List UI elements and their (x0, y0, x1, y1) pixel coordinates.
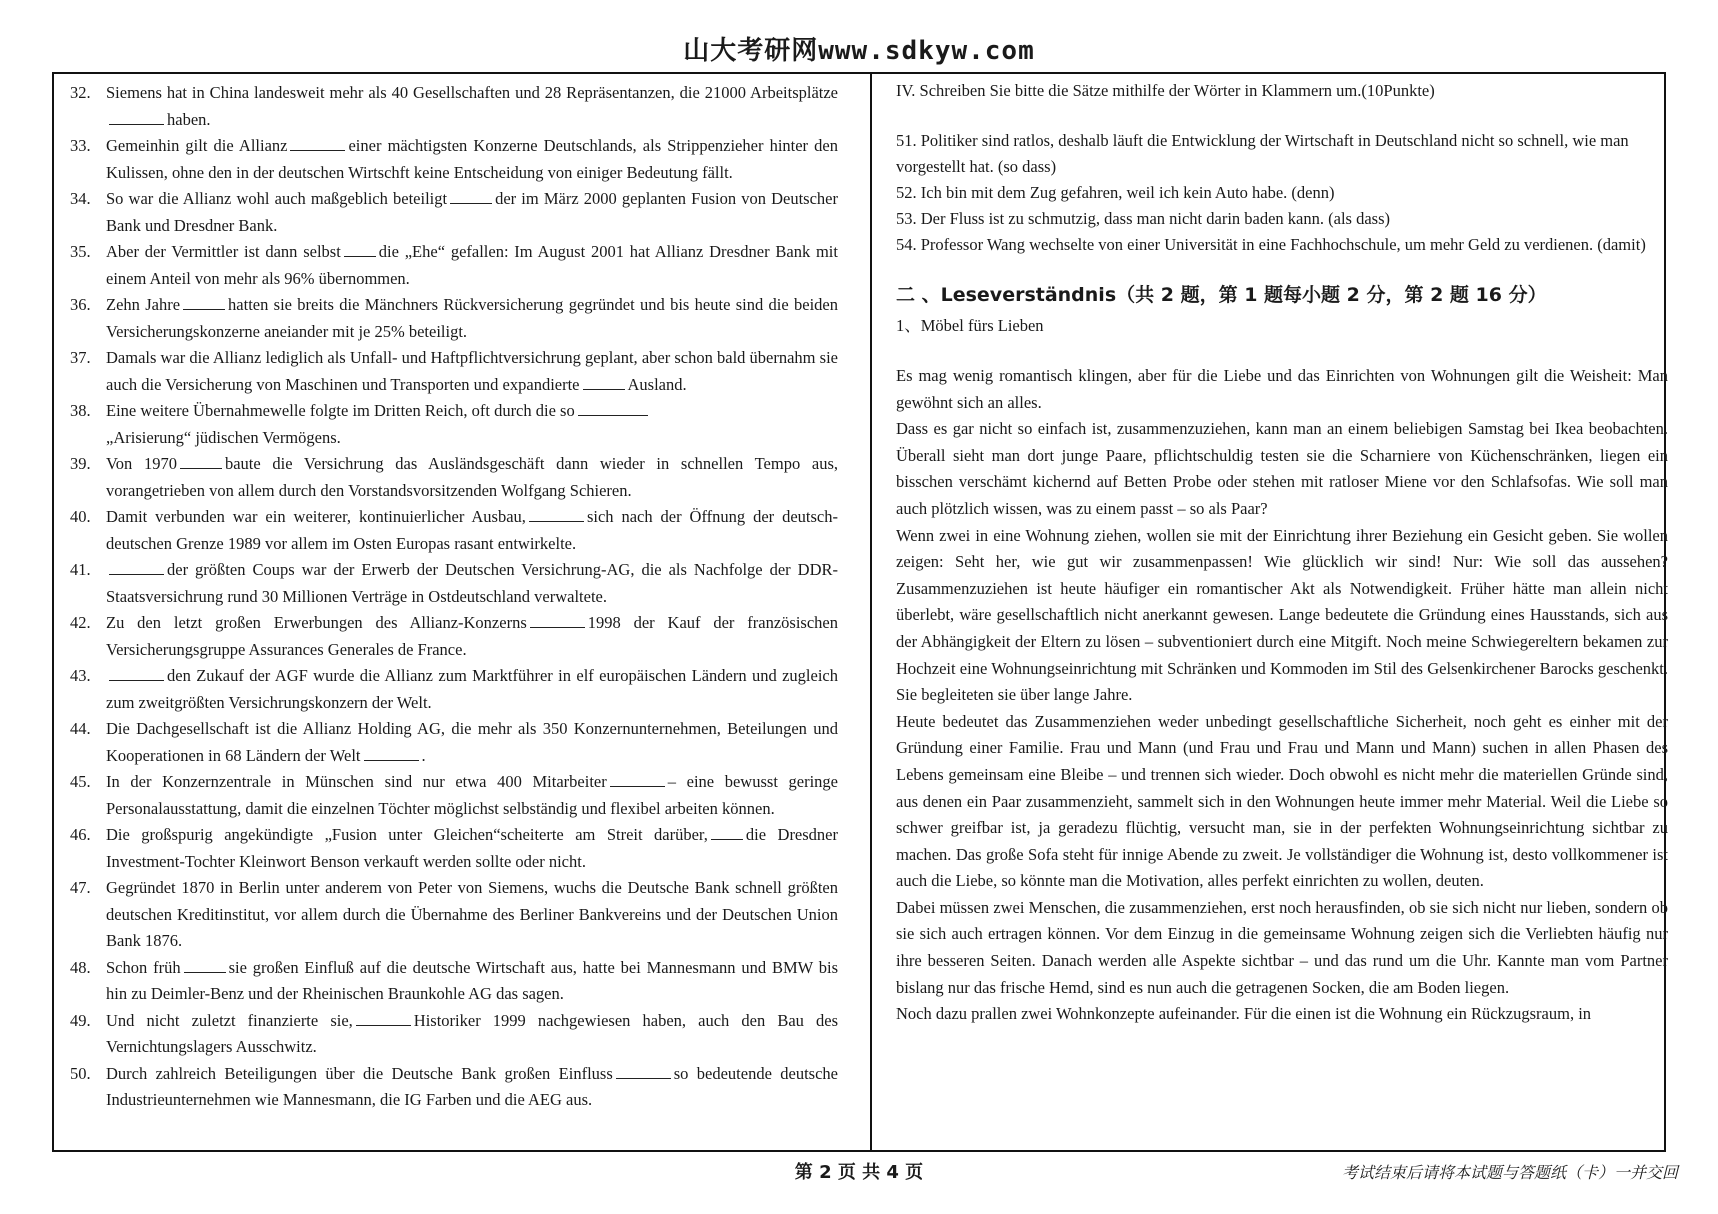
answer-blank (109, 558, 164, 575)
question-34: 34. So war die Allianz wohl auch maßgeblich beteiligt der im März 2000 geplanten Fusion von Deutscher Bank und Dresdner Bank. (70, 189, 838, 235)
question-41: 41. der größten Coups war der Erwerb der Deutschen Versichrung-AG, die als Nachfolge der DDR-Staatsversichrung rund 30 Millionen Verträge in Ostdeutschland verwaltete. (70, 560, 838, 606)
left-column (68, 80, 838, 1114)
question-46: 46. Die großspurig angekündigte „Fusion unter Gleichen“scheiterte am Streit darüber, die Dresdner Investment-Tochter Kleinwort Benson verkauft werden sollte oder nicht. (70, 825, 838, 871)
reading-paragraph: Dabei müssen zwei Menschen, die zusammenziehen, erst noch herausfinden, ob sie sich nicht nur lieben, sondern ob sie sich auch ertragen können. Vor dem Einzug in die gemeinsame Wohnung zeigen sich die Verliebten häufig nur ihre besseren Seiten. Danach werden alle Aspekte sichtbar – und das rund um die Uhr. Kannte man vom Partner bislang nur das frische Hemd, sind es nun auch die getragenen Socken, die am Boden liegen. (896, 897, 1668, 997)
reading-paragraph: Dass es gar nicht so einfach ist, zusammenzuziehen, kann man an einem beliebigen Samstag bei Ikea beobachten. Überall sieht man dort junge Paare, pflichtschuldig testen sie die Scharniere von Küchenschränken, liegen ein bisschen verschämt kichernd auf Betten Probe oder stehen mit ratloser Miene vor den Schlafsofas. Wie soll man auch plötzlich wissen, was zu einem passt – so als Paar? (896, 419, 1668, 518)
question-51: 51. Politiker sind ratlos, deshalb läuft die Entwicklung der Wirtschaft in Deutschland nicht so schnell, wie man vorgestellt hat. (so dass) (896, 131, 1629, 176)
answer-blank (711, 823, 743, 840)
question-32: 32. Siemens hat in China landesweit mehr als 40 Gesellschaften und 28 Repräsentanzen, die 21000 Arbeitsplätzehaben. (70, 83, 838, 129)
question-50: 50. Durch zahlreich Beteiligungen über die Deutsche Bank großen Einfluss so bedeutende deutsche Industrieunternehmen wie Mannesmann, die IG Farben und die AEG aus. (70, 1063, 838, 1109)
answer-blank (183, 293, 225, 310)
answer-blank (184, 956, 226, 973)
right-column (896, 78, 1668, 1028)
question-54: 54. Professor Wang wechselte von einer Universität in eine Fachhochschule, um mehr Geld zu verdienen. (damit) (896, 235, 1646, 254)
answer-blank (344, 240, 376, 257)
question-48: 48. Schon früh sie großen Einfluß auf die deutsche Wirtschaft aus, hatte bei Mannesmann und BMW bis hin zu Deimler-Benz und der Rheinischen Braunkohle AG das sagen. (70, 957, 838, 1003)
page-header: 山大考研网www.sdkyw.com (683, 36, 1035, 66)
section-heading: 二 、Leseverständnis（共 2 题，第 1 题每小题 2 分，第 2 题 16 分） (896, 284, 1547, 306)
reading-title: 1、Möbel fürs Lieben (896, 316, 1044, 335)
question-53: 53. Der Fluss ist zu schmutzig, dass man nicht darin baden kann. (als dass) (896, 209, 1390, 228)
answer-blank (364, 744, 419, 761)
question-40: 40. Damit verbunden war ein weiterer, kontinuierlicher Ausbau, sich nach der Öffnung der deutsch-deutschen Grenze 1989 vor allem im Osten Europas rasant entwirkelte. (70, 507, 838, 553)
answer-blank (610, 770, 665, 787)
answer-blank (290, 134, 345, 151)
answer-blank (583, 373, 625, 390)
question-37: 37. Damals war die Allianz lediglich als Unfall- und Haftpflichtversichrung geplant, aber schon bald übernahm sie auch die Versicherung von Maschinen und Transporten und expandierte Ausland. (70, 348, 838, 394)
question-45: 45. In der Konzernzentrale in Münschen sind nur etwa 400 Mitarbeiter – eine bewusst geringe Personalausstattung, damit die einzelnen Töchter möglichst selbständig und flexibel arbeiten können. (70, 772, 839, 818)
answer-blank (578, 399, 648, 416)
footer-note: 考试结束后请将本试题与答题纸（卡）一并交回 (1341, 1163, 1678, 1182)
part-iv-heading: IV. Schreiben Sie bitte die Sätze mithilfe der Wörter in Klammern um.(10Punkte) (896, 81, 1435, 100)
reading-paragraph: Heute bedeutet das Zusammenziehen weder unbedingt gesellschaftliche Sicherheit, noch geht es einher mit der Gründung einer Familie. Frau und Mann (und Frau und Frau und Mann und Mann) suchen in allen Phasen des Lebens gemeinsam eine Bleibe – und trennen sich wieder. Doch obwohl es nicht mehr die materiellen Gründe sind, aus denen ein Paar zusammenzieht, sammelt sich in den Wohnungen heute immer mehr Material. Weil die Liebe so schwer greifbar ist, ja geradezu flüchtig, versucht man, sie in der perfekten Wohnungseinrichtung sichtbar zu machen. Das große Sofa steht für innige Abende zu zweit. Je vollständiger die Wohnung ist, desto vollkommener ist auch die Liebe, so könnte man die Motivation, alles perfekt einrichten zu wollen, deuten. (896, 711, 1668, 891)
page-number: 第 2 页 共 4 页 (794, 1162, 924, 1183)
question-38: 38. Eine weitere Übernahmewelle folgte im Dritten Reich, oft durch die so „Arisierung“ jüdischen Vermögens. (68, 398, 838, 451)
question-35: 35. Aber der Vermittler ist dann selbst die „Ehe“ gefallen: Im August 2001 hat Allianz Dresdner Bank mit einem Anteil von mehr als 96% übernommen. (70, 242, 838, 288)
answer-blank (530, 611, 585, 628)
question-33: 33. Gemeinhin gilt die Allianz einer mächtigsten Konzerne Deutschlands, als Strippenzieher hinter den Kulissen, ohne den in der deutschen Wirtschft keine Entscheidung von einiger Bedeutung fällt. (70, 136, 838, 182)
question-39: 39. Von 1970 baute die Versichrung das Ausländsgeschäft dann wieder in schnellen Tempo aus, vorangetrieben von allem durch den Vorstandsvorsitzenden Wolfgang Schieren. (70, 454, 838, 500)
answer-blank (109, 664, 164, 681)
reading-paragraph: Noch dazu prallen zwei Wohnkonzepte aufeinander. Für die einen ist die Wohnung ein Rückzugsraum, in (896, 1004, 1592, 1024)
question-47: 47. Gegründet 1870 in Berlin unter anderem von Peter von Siemens, wuchs die Deutsche Bank schnell größten deutschen Kreditinstitut, vor allem durch die Übernahme des Berliner Bankvereins und der Deutschen Union Bank 1876. (70, 878, 838, 950)
column-divider (870, 72, 872, 1152)
answer-blank (529, 505, 584, 522)
answer-blank (356, 1009, 411, 1026)
question-43: 43. den Zukauf der AGF wurde die Allianz zum Marktführer in elf europäischen Ländern und zugleich zum zweitgrößten Versichrungskonzern der Welt. (70, 666, 838, 712)
reading-paragraph: Es mag wenig romantisch klingen, aber für die Liebe und das Einrichten von Wohnungen gilt die Weisheit: Man gewöhnt sich an alles. (896, 366, 1668, 412)
question-49: 49. Und nicht zuletzt finanzierte sie, Historiker 1999 nachgewiesen haben, auch den Bau des Vernichtungslagers Ausschwitz. (70, 1010, 838, 1056)
question-44: 44. Die Dachgesellschaft ist die Allianz Holding AG, die mehr als 350 Konzernunternehmen, Beteilungen und Kooperationen in 68 Ländern der Welt . (70, 719, 838, 765)
question-36: 36. Zehn Jahre hatten sie breits die Mänchners Rückversicherung gegründet und bis heute sind die beiden Versicherungskonzerne aneiander mit je 25% beteiligt. (70, 295, 838, 341)
reading-paragraph: Wenn zwei in eine Wohnung ziehen, wollen sie mit der Einrichtung ihrer Beziehung ein Gesicht geben. Sie wollen zeigen: Seht her, wie gut wir zusammenpassen! Wie glücklich wir sind! Nur: Wie soll das aussehen? Zusammenzuziehen ist heute häufiger ein romantischer Akt als Notwendigkeit. Früher hätte man allein nicht überlebt, wäre gesellschaftlich nicht anerkannt gewesen. Lange bedeutete die Gründung eines Hausstands, sich aus der Abhängigkeit der Eltern zu lösen – subventioniert durch eine Mitgift. Noch meine Schwiegereltern bekamen zur Hochzeit eine Wohnungseinrichtung mit Schränken und Kommoden im Stil des Gelsenkirchener Barocks geschenkt. Sie begleiteten sie über lange Jahre. (896, 525, 1668, 705)
question-52: 52. Ich bin mit dem Zug gefahren, weil ich kein Auto habe. (denn) (896, 183, 1335, 202)
answer-blank (616, 1062, 671, 1079)
answer-blank (180, 452, 222, 469)
answer-blank (109, 108, 164, 125)
answer-blank (450, 187, 492, 204)
question-42: 42. Zu den letzt großen Erwerbungen des Allianz-Konzerns 1998 der Kauf der französischen Versicherungsgruppe Assurances Generales de France. (70, 613, 838, 659)
